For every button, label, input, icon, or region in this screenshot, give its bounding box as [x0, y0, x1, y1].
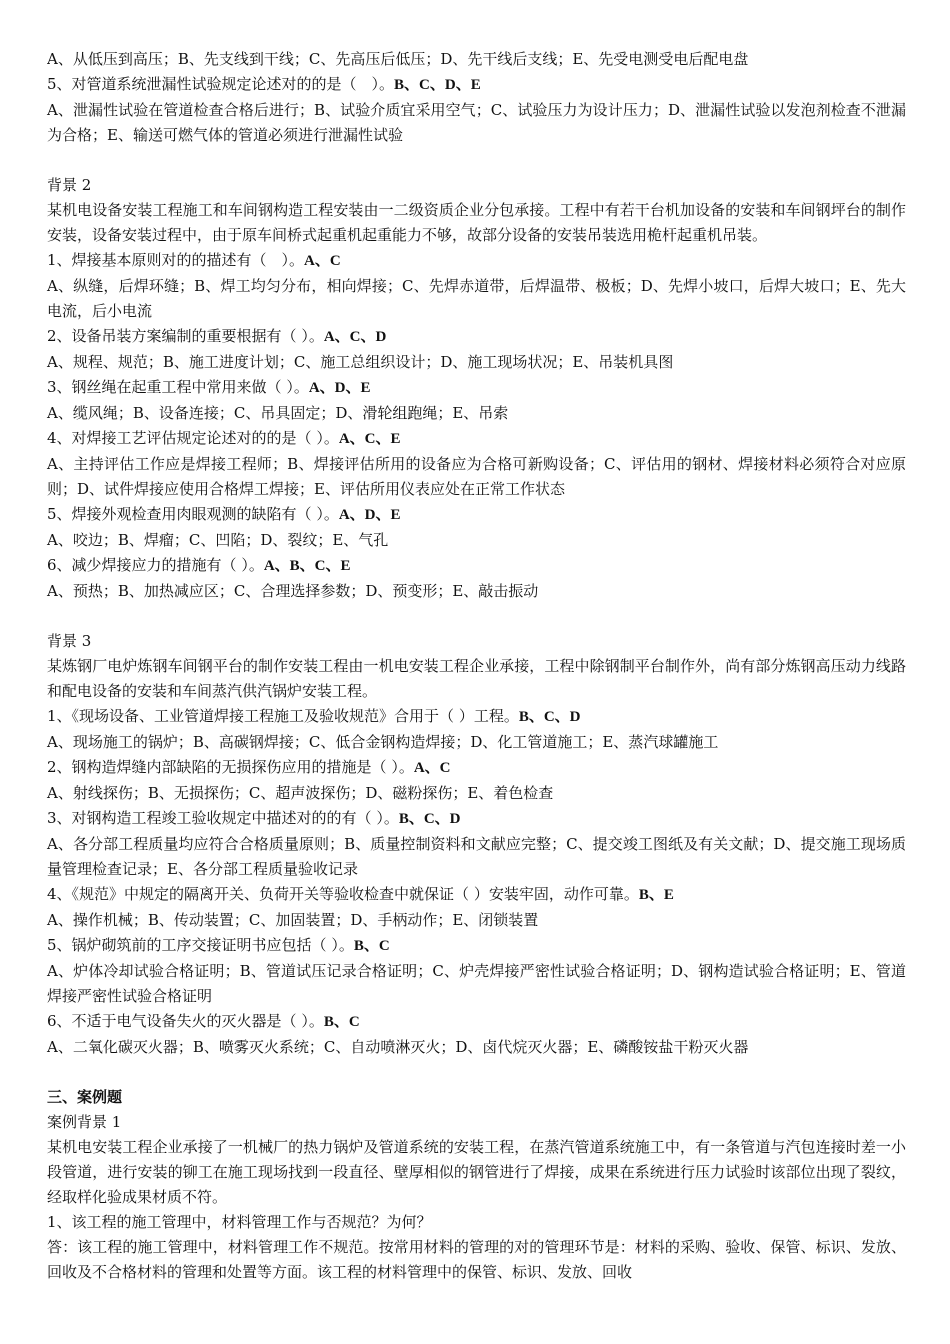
question-text: 3、对钢构造工程竣工验收规定中描述对的的有（ ）。: [47, 809, 399, 827]
case-description: 某机电安装工程企业承接了一机械厂的热力锅炉及管道系统的安装工程，在蒸汽管道系统施工中，有一条管道与汽包连接时差一小段管道，进行安装的铆工在施工现场找到一段直径、壁厚相似的钢管进行了焊接，成果在系统进行压力试验时该部位出现了裂纹，经取样化验成果材质不符。: [47, 1138, 906, 1206]
answer-key: B、C、D: [518, 709, 581, 725]
bg2-question-4-options: A、主持评估工作应是焊接工程师；B、焊接评估所用的设备应为合格可新购设备；C、评估用的钢材、焊接材料必须符合对应原则；D、试件焊接应使用合格焊工焊接；E、评估所用仪表应处在正常工作状态: [47, 455, 906, 498]
bg2-question-2: [47, 324, 906, 350]
question-text: 2、设备吊装方案编制的重要根据有（ ）。: [47, 327, 324, 345]
question-text: 1、焊接基本原则对的的描述有（ ）。: [47, 251, 305, 269]
bg3-question-5: [47, 933, 906, 959]
answer-key: A、C: [413, 760, 451, 776]
bg2-question-1-options: A、纵缝，后焊环缝；B、焊工均匀分布，相向焊接；C、先焊赤道带，后焊温带、极板；D、先焊小坡口，后焊大坡口；E、先大电流，后小电流: [47, 277, 906, 320]
case-answer-1: 答：该工程的施工管理中，材料管理工作不规范。按常用材料的管理的对的管理环节是：材料的采购、验收、保管、标识、发放、回收及不合格材料的管理和处置等方面。该工程的材料管理中的保管、标识、发放、回收: [47, 1238, 906, 1281]
spacer: [47, 604, 906, 629]
q4-options-line: A、从低压到高压；B、先支线到干线；C、先高压后低压；D、先干线后支线；E、先受电测受电后配电盘: [47, 50, 749, 68]
background-2-description: 某机电设备安装工程施工和车间钢构造工程安装由一二级资质企业分包承接。工程中有若干台机加设备的安装和车间钢坪台的制作安装，设备安装过程中，由于原车间桥式起重机起重能力不够，故部分设备的安装吊装选用桅杆起重机吊装。: [47, 201, 906, 244]
bg2-question-6-options: A、预热；B、加热减应区；C、合理选择参数；D、预变形；E、敲击振动: [47, 582, 539, 600]
background-2-title: 背景 2: [47, 176, 92, 194]
question-text: 5、锅炉砌筑前的工序交接证明书应包括（ ）。: [47, 936, 354, 954]
question-text: 4、《规范》中规定的隔离开关、负荷开关等验收检查中就保证（ ）安装牢固，动作可靠。: [47, 885, 639, 903]
question-5: [47, 72, 906, 98]
answer-key: A、C: [304, 253, 341, 269]
bg3-question-3-options: A、各分部工程质量均应符合合格质量原则；B、质量控制资料和文献应完整；C、提交竣工图纸及有关文献；D、提交施工现场质量管理检查记录；E、各分部工程质量验收记录: [47, 835, 906, 878]
bg2-question-5-options: A、咬边；B、焊瘤；C、凹陷；D、裂纹；E、气孔: [47, 531, 389, 549]
bg2-question-3: [47, 375, 906, 401]
section-heading: 三、案例题: [47, 1088, 123, 1106]
background-3-description: 某炼钢厂电炉炼钢车间钢平台的制作安装工程由一机电安装工程企业承接，工程中除钢制平台制作外，尚有部分炼钢高压动力线路和配电设备的安装和车间蒸汽供汽锅炉安装工程。: [47, 657, 906, 700]
bg3-question-2: [47, 755, 906, 781]
answer-key: B、C、D、E: [394, 77, 481, 93]
question-text: 1、《现场设备、工业管道焊接工程施工及验收规范》合用于（ ）工程。: [47, 707, 519, 725]
bg3-question-1-options: A、现场施工的锅炉；B、高碳钢焊接；C、低合金钢构造焊接；D、化工管道施工；E、蒸汽球罐施工: [47, 733, 719, 751]
background-3-title: 背景 3: [47, 632, 92, 650]
answer-key: A、D、E: [308, 380, 371, 396]
bg3-question-3: [47, 806, 906, 832]
bg2-question-1: [47, 248, 906, 274]
bg2-question-5: [47, 502, 906, 528]
case-title: 案例背景 1: [47, 1113, 122, 1131]
bg3-question-6-options: A、二氧化碳灭火器；B、喷雾灭火系统；C、自动喷淋灭火；D、卤代烷灭火器；E、磷酸铵盐干粉灭火器: [47, 1038, 749, 1056]
bg2-question-6: [47, 553, 906, 579]
question-text: 2、钢构造焊缝内部缺陷的无损探伤应用的措施是（ ）。: [47, 758, 414, 776]
question-text: 6、减少焊接应力的措施有（ ）。: [47, 556, 264, 574]
answer-key: B、C: [353, 938, 390, 954]
bg3-question-4: [47, 882, 906, 908]
bg3-question-4-options: A、操作机械；B、传动装置；C、加固装置；D、手柄动作；E、闭锁装置: [47, 911, 539, 929]
bg3-question-5-options: A、炉体冷却试验合格证明；B、管道试压记录合格证明；C、炉壳焊接严密性试验合格证明；D、钢构造试验合格证明；E、管道焊接严密性试验合格证明: [47, 962, 906, 1005]
bg3-question-2-options: A、射线探伤；B、无损探伤；C、超声波探伤；D、磁粉探伤；E、着色检查: [47, 784, 554, 802]
spacer: [47, 148, 906, 173]
bg2-question-4: [47, 426, 906, 452]
question-text: 5、焊接外观检查用肉眼观测的缺陷有（ ）。: [47, 505, 339, 523]
question-text: 4、对焊接工艺评估规定论述对的的是（ ）。: [47, 429, 339, 447]
bg3-question-6: [47, 1009, 906, 1035]
answer-key: A、C、D: [323, 329, 387, 345]
question-text: 3、钢丝绳在起重工程中常用来做（ ）。: [47, 378, 309, 396]
bg2-question-2-options: A、规程、规范；B、施工进度计划；C、施工总组织设计；D、施工现场状况；E、吊装机具图: [47, 353, 674, 371]
bg3-question-1: [47, 704, 906, 730]
answer-key: A、C、E: [338, 431, 401, 447]
answer-key: B、E: [638, 887, 674, 903]
spacer: [47, 1060, 906, 1085]
answer-key: B、C: [323, 1014, 360, 1030]
answer-key: A、B、C、E: [263, 558, 351, 574]
answer-key: B、C、D: [398, 811, 461, 827]
question-text: 5、对管道系统泄漏性试验规定论述对的的是（ ）。: [47, 75, 395, 93]
case-question-1: 1、该工程的施工管理中，材料管理工作与否规范？为何？: [47, 1213, 432, 1231]
question-text: 6、不适于电气设备失火的灭火器是（ ）。: [47, 1012, 324, 1030]
answer-key: A、D、E: [338, 507, 401, 523]
question-5-options: A、泄漏性试验在管道检查合格后进行；B、试验介质宜采用空气；C、试验压力为设计压力；D、泄漏性试验以发泡剂检查不泄漏为合格；E、输送可燃气体的管道必须进行泄漏性试验: [47, 101, 906, 144]
bg2-question-3-options: A、缆风绳；B、设备连接；C、吊具固定；D、滑轮组跑绳；E、吊索: [47, 404, 509, 422]
